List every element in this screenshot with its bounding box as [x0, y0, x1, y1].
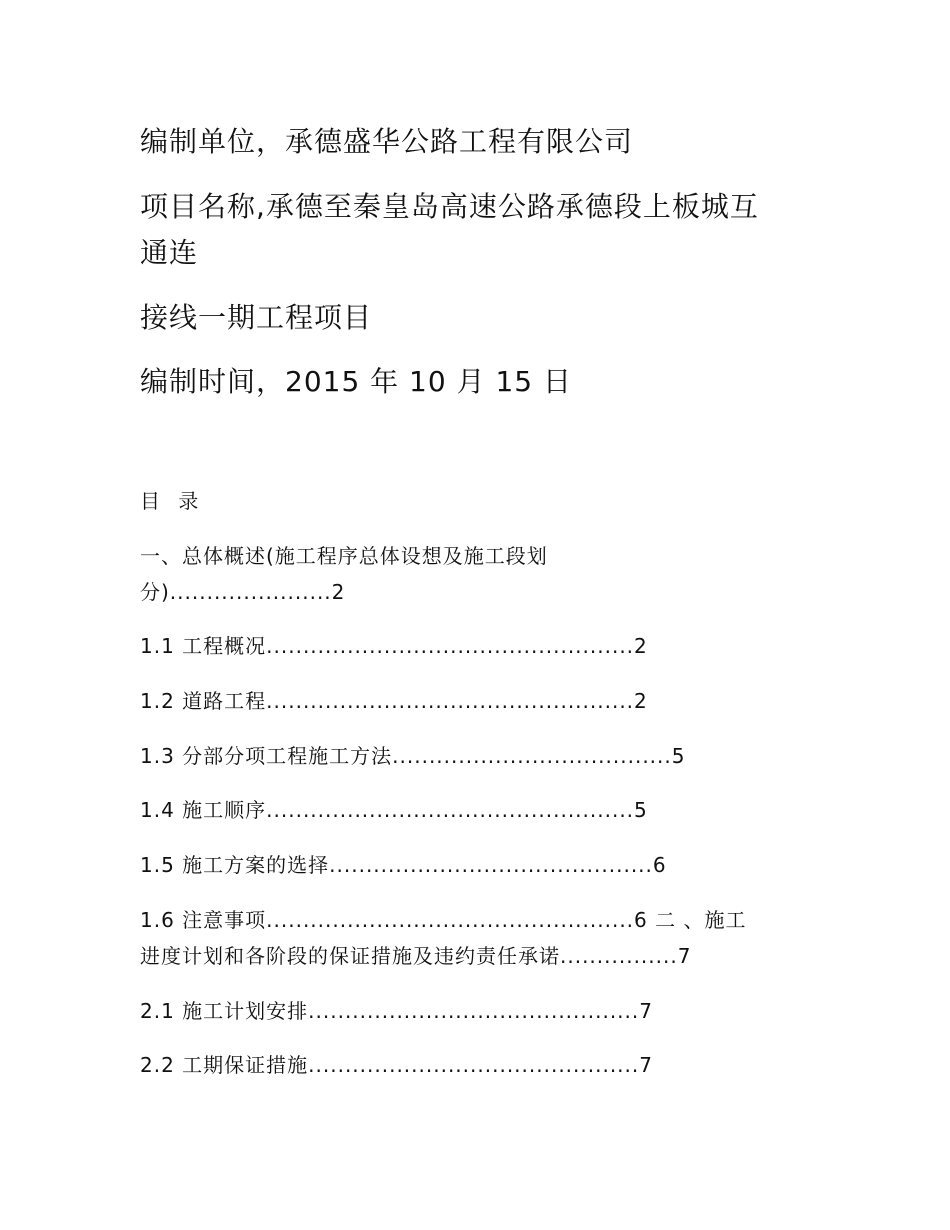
toc-entry-1-6-line-1[interactable]: 1.6 注意事项..................................................6 二 、施工: [140, 908, 747, 932]
compiling-date-line: 编制时间，2015 年 10 月 15 日: [140, 365, 573, 398]
toc-entry-1-6-line-2[interactable]: 进度计划和各阶段的保证措施及违约责任承诺................7: [140, 944, 692, 968]
toc-entry-1-1[interactable]: 1.1 工程概况..................................................2: [140, 634, 648, 658]
toc-entry-2-2[interactable]: 2.2 工期保证措施.............................................7: [140, 1053, 653, 1077]
toc-title: 目 录: [140, 489, 205, 513]
toc-entry-2-1[interactable]: 2.1 施工计划安排.............................................7: [140, 999, 653, 1023]
toc-entry-1-2[interactable]: 1.2 道路工程..................................................2: [140, 689, 648, 713]
compiling-unit-line: 编制单位，承德盛华公路工程有限公司: [140, 125, 634, 158]
toc-entry-1-line-2[interactable]: 分)......................2: [140, 580, 346, 604]
project-name-line-1: 项目名称,承德至秦皇岛高速公路承德段上板城互: [140, 190, 759, 223]
toc-entry-1-3[interactable]: 1.3 分部分项工程施工方法......................................5: [140, 744, 686, 768]
toc-entry-1-line-1[interactable]: 一、总体概述(施工程序总体设想及施工段划: [140, 544, 548, 568]
toc-entry-1-4[interactable]: 1.4 施工顺序..................................................5: [140, 798, 648, 822]
project-name-line-2: 通连: [140, 236, 199, 269]
project-name-line-3: 接线一期工程项目: [140, 301, 373, 334]
toc-entry-1-5[interactable]: 1.5 施工方案的选择............................................6: [140, 853, 667, 877]
